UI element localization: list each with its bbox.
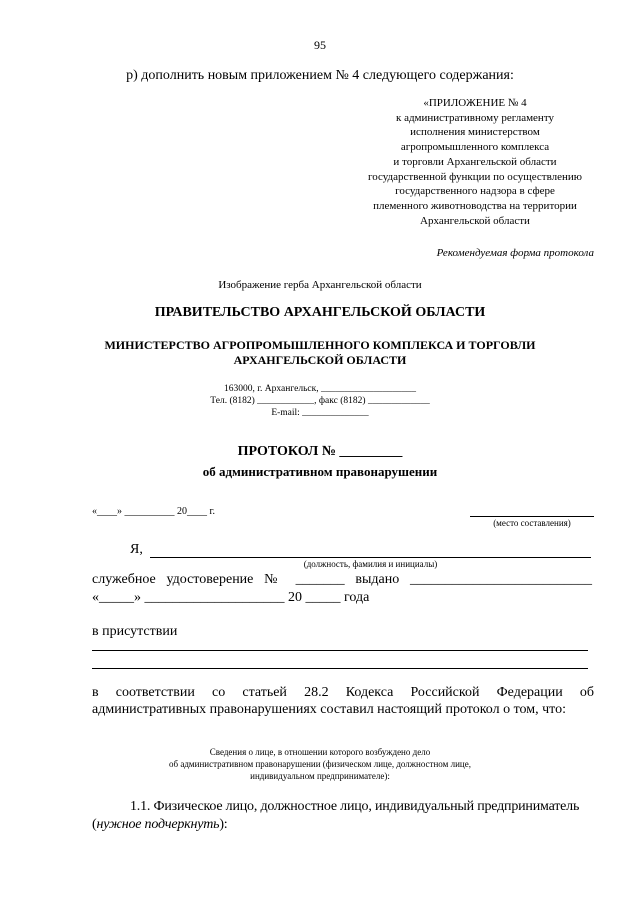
place-field-line [470, 516, 594, 517]
info-caption-line: Сведения о лице, в отношении которого возбуждено дело [209, 747, 431, 757]
date-line: «____» __________ 20____ г. [92, 506, 215, 517]
certificate-line: служебное удостоверение № _______ выдано __________________________ [92, 572, 592, 587]
government-title: ПРАВИТЕЛЬСТВО АРХАНГЕЛЬСКОЙ ОБЛАСТИ [154, 305, 486, 320]
email-line: E-mail: ______________ [271, 408, 369, 418]
appendix-line: государственной функции по осуществлению [367, 170, 582, 183]
appendix-line: и торговли Архангельской области [393, 155, 557, 168]
phone-line: Тел. (8182) ____________, факс (8182) _____________ [210, 396, 430, 406]
ministry-title [0, 338, 640, 368]
inspector-caption: (должность, фамилия и инициалы) [303, 559, 438, 569]
place-caption: (место составления) [493, 518, 571, 528]
appendix-line: Архангельской области [420, 214, 530, 227]
page-number: 95 [314, 38, 326, 52]
coat-of-arms-placeholder: Изображение герба Архангельской области [218, 279, 422, 291]
address-block [0, 383, 640, 419]
main-paragraph: в соответствии со статьей 28.2 Кодекса Российской Федерации об административных правонарушениях составил настоящий протокол о том, что: [92, 685, 594, 717]
inspector-field-line [150, 557, 591, 558]
protocol-title: ПРОТОКОЛ № _________ [237, 444, 403, 459]
appendix-line: агропромышленного комплекса [400, 141, 550, 154]
appendix-line: к административному регламенту [395, 111, 554, 124]
item-1-1-end: ): [219, 816, 228, 832]
ministry-title-line: АРХАНГЕЛЬСКОЙ ОБЛАСТИ [233, 353, 407, 367]
item-1-1-italic: нужное подчеркнуть [96, 816, 220, 832]
presence-field-line [92, 668, 588, 669]
presence-field-line [92, 650, 588, 651]
issue-date-line: «_____» ____________________ 20 _____ года [92, 590, 370, 605]
info-caption-line: индивидуальном предпринимателе): [250, 771, 390, 781]
recommended-form-label: Рекомендуемая форма протокола [436, 247, 594, 259]
info-caption [0, 746, 640, 782]
info-caption-line: об административном правонарушении (физическом лице, должностном лице, [169, 759, 471, 769]
ya-label: Я, [130, 542, 143, 557]
item-1-1-text: 1.1. Физическое лицо, должностное лицо, индивидуальный предприниматель ( [92, 799, 580, 832]
appendix-line: племенного животноводства на территории [373, 199, 577, 212]
appendix-line: «ПРИЛОЖЕНИЕ № 4 [423, 97, 527, 109]
address-line: 163000, г. Архангельск, ____________________ [223, 384, 416, 394]
protocol-subtitle: об административном правонарушении [202, 464, 438, 479]
appendix-line: исполнения министерством [410, 126, 540, 139]
item-1-1 [92, 798, 602, 833]
appendix-line: государственного надзора в сфере [395, 185, 555, 198]
intro-line: р) дополнить новым приложением № 4 следующего содержания: [126, 68, 514, 83]
appendix-header [368, 96, 582, 228]
presence-label: в присутствии [92, 624, 178, 639]
ministry-title-line: МИНИСТЕРСТВО АГРОПРОМЫШЛЕННОГО КОМПЛЕКСА И ТОРГОВЛИ [104, 338, 536, 352]
